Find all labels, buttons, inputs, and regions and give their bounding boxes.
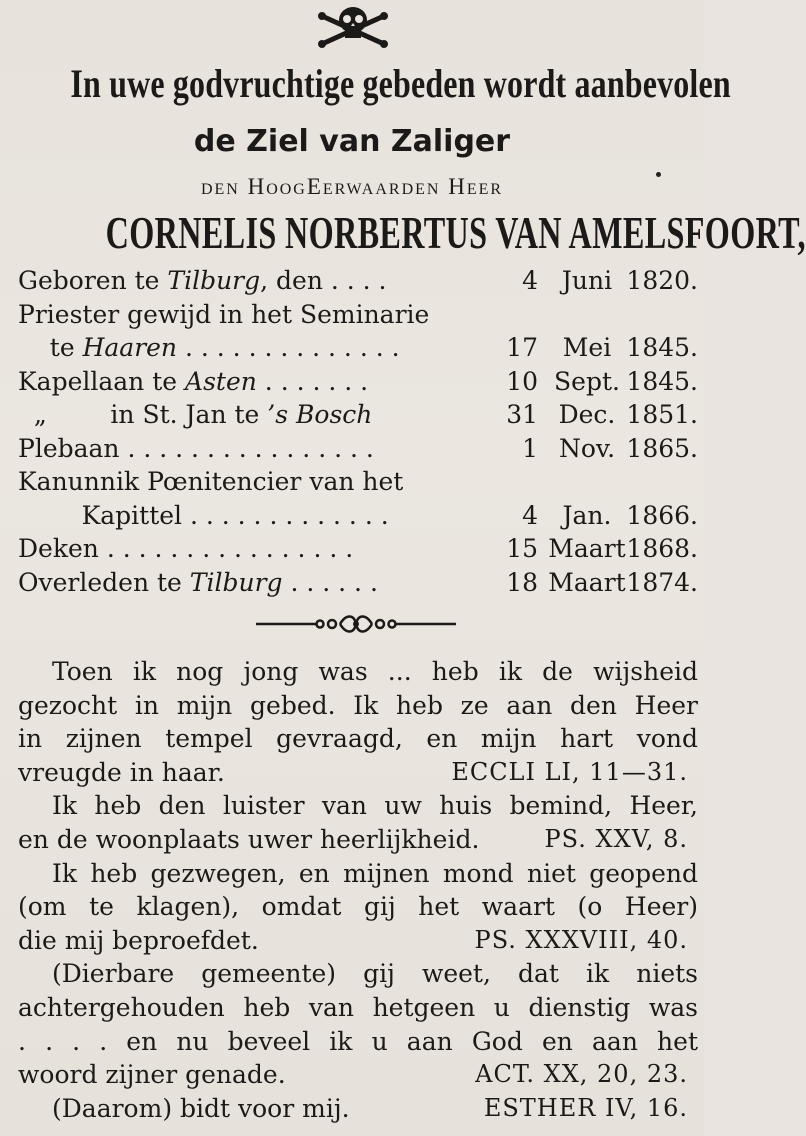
life-month: Maart <box>548 567 626 597</box>
verse-reference: PS. XXV, 8. <box>544 824 688 853</box>
life-row <box>18 331 698 365</box>
soul-heading: de Ziel van Zaliger <box>193 124 511 159</box>
life-row <box>18 432 698 466</box>
life-month: Sept. <box>554 366 620 396</box>
life-label: Plebaan . . . . . . . . . . . . . . . . <box>18 433 374 463</box>
life-label: Deken . . . . . . . . . . . . . . . . <box>18 534 354 563</box>
verse-line: vreugde in haar. ECCLI LI, 11—31. <box>18 757 688 787</box>
life-day: 1 <box>522 433 538 463</box>
life-day: 15 <box>506 534 538 563</box>
life-label: Overleden te Tilburg . . . . . . <box>18 567 378 597</box>
life-year: 1820. <box>626 266 698 295</box>
verse-line: achtergehouden heb van hetgeen u dienstig was <box>18 992 698 1022</box>
life-year: 1866. <box>626 500 698 530</box>
life-row <box>18 264 698 298</box>
print-dot <box>656 172 661 177</box>
life-label: Kanunnik Pœnitencier van het <box>18 467 404 496</box>
verse-reference: PS. XXXVIII, 40. <box>474 925 688 954</box>
life-label: Kapellaan te Asten . . . . . . . <box>18 366 369 396</box>
life-row <box>18 532 698 566</box>
life-row <box>18 566 698 600</box>
verse-line: gezocht in mijn gebed. Ik heb ze aan den Heer <box>18 690 698 720</box>
life-month: Dec. <box>558 400 616 429</box>
life-events <box>18 264 698 599</box>
life-month: Juni <box>561 266 613 295</box>
life-row <box>18 365 698 399</box>
life-year: 1874. <box>626 567 698 597</box>
verse-reference: ECCLI LI, 11—31. <box>451 757 688 786</box>
verse-line: (Dierbare gemeente) gij weet, dat ik niets <box>52 959 698 989</box>
life-label: Geboren te Tilburg, den . . . . <box>18 266 387 295</box>
life-row <box>18 398 698 432</box>
life-month: Maart <box>548 534 626 563</box>
ornamental-divider-icon <box>256 612 456 636</box>
life-row <box>18 499 698 533</box>
verse-line: Toen ik nog jong was ... heb ik de wijsheid <box>52 657 698 686</box>
verse-line: die mij beproefdet. PS. XXXVIII, 40. <box>18 925 688 955</box>
title-heading: den HoogEerwaarden Heer <box>200 174 504 199</box>
verse-line: Ik heb den luister van uw huis bemind, Heer, <box>52 791 698 821</box>
life-label: Priester gewijd in het Seminarie <box>18 299 430 329</box>
life-label: Kapittel . . . . . . . . . . . . . <box>18 500 389 530</box>
life-label: „ in St. Jan te ’s Bosch <box>18 400 373 429</box>
life-row <box>18 465 698 499</box>
intro-heading: In uwe godvruchtige gebeden wordt aanbevolen <box>70 61 731 106</box>
verse-line: woord zijner genade. ACT. XX, 20, 23. <box>18 1060 688 1090</box>
verse-line: Ik heb gezwegen, en mijnen mond niet geopend <box>52 858 698 888</box>
life-day: 31 <box>506 400 538 429</box>
life-day: 18 <box>506 567 538 597</box>
life-year: 1851. <box>626 400 698 429</box>
life-day: 4 <box>522 266 538 295</box>
life-month: Nov. <box>558 433 616 463</box>
life-year: 1865. <box>626 433 698 463</box>
verse-line: (Daarom) bidt voor mij. ESTHER IV, 16. <box>52 1093 688 1123</box>
life-month: Jan. <box>562 500 612 530</box>
life-day: 4 <box>522 500 538 530</box>
life-day: 10 <box>506 366 538 396</box>
verse-line: in zijnen tempel gevraagd, en mijn hart vond <box>18 724 698 754</box>
life-year: 1868. <box>626 534 698 563</box>
verse-line: (om te klagen), omdat gij het waart (o Heer) <box>18 892 698 922</box>
skull-crossbones-icon <box>316 4 390 50</box>
scripture-verses <box>18 655 698 1125</box>
life-row <box>18 298 698 332</box>
verse-reference: ESTHER IV, 16. <box>483 1093 688 1122</box>
verse-line: en de woonplaats uwer heerlijkheid. PS. XXV, 8. <box>18 824 688 854</box>
deceased-name: CORNELIS NORBERTUS VAN AMELSFOORT, <box>105 207 806 258</box>
life-label: te Haaren . . . . . . . . . . . . . . <box>18 333 400 362</box>
verse-reference: ACT. XX, 20, 23. <box>475 1060 688 1089</box>
verse-line: . . . . en nu beveel ik u aan God en aan het <box>18 1026 698 1056</box>
life-month: Mei <box>562 333 612 362</box>
life-year: 1845. <box>626 333 698 362</box>
life-day: 17 <box>506 333 538 362</box>
life-year: 1845. <box>626 366 698 396</box>
